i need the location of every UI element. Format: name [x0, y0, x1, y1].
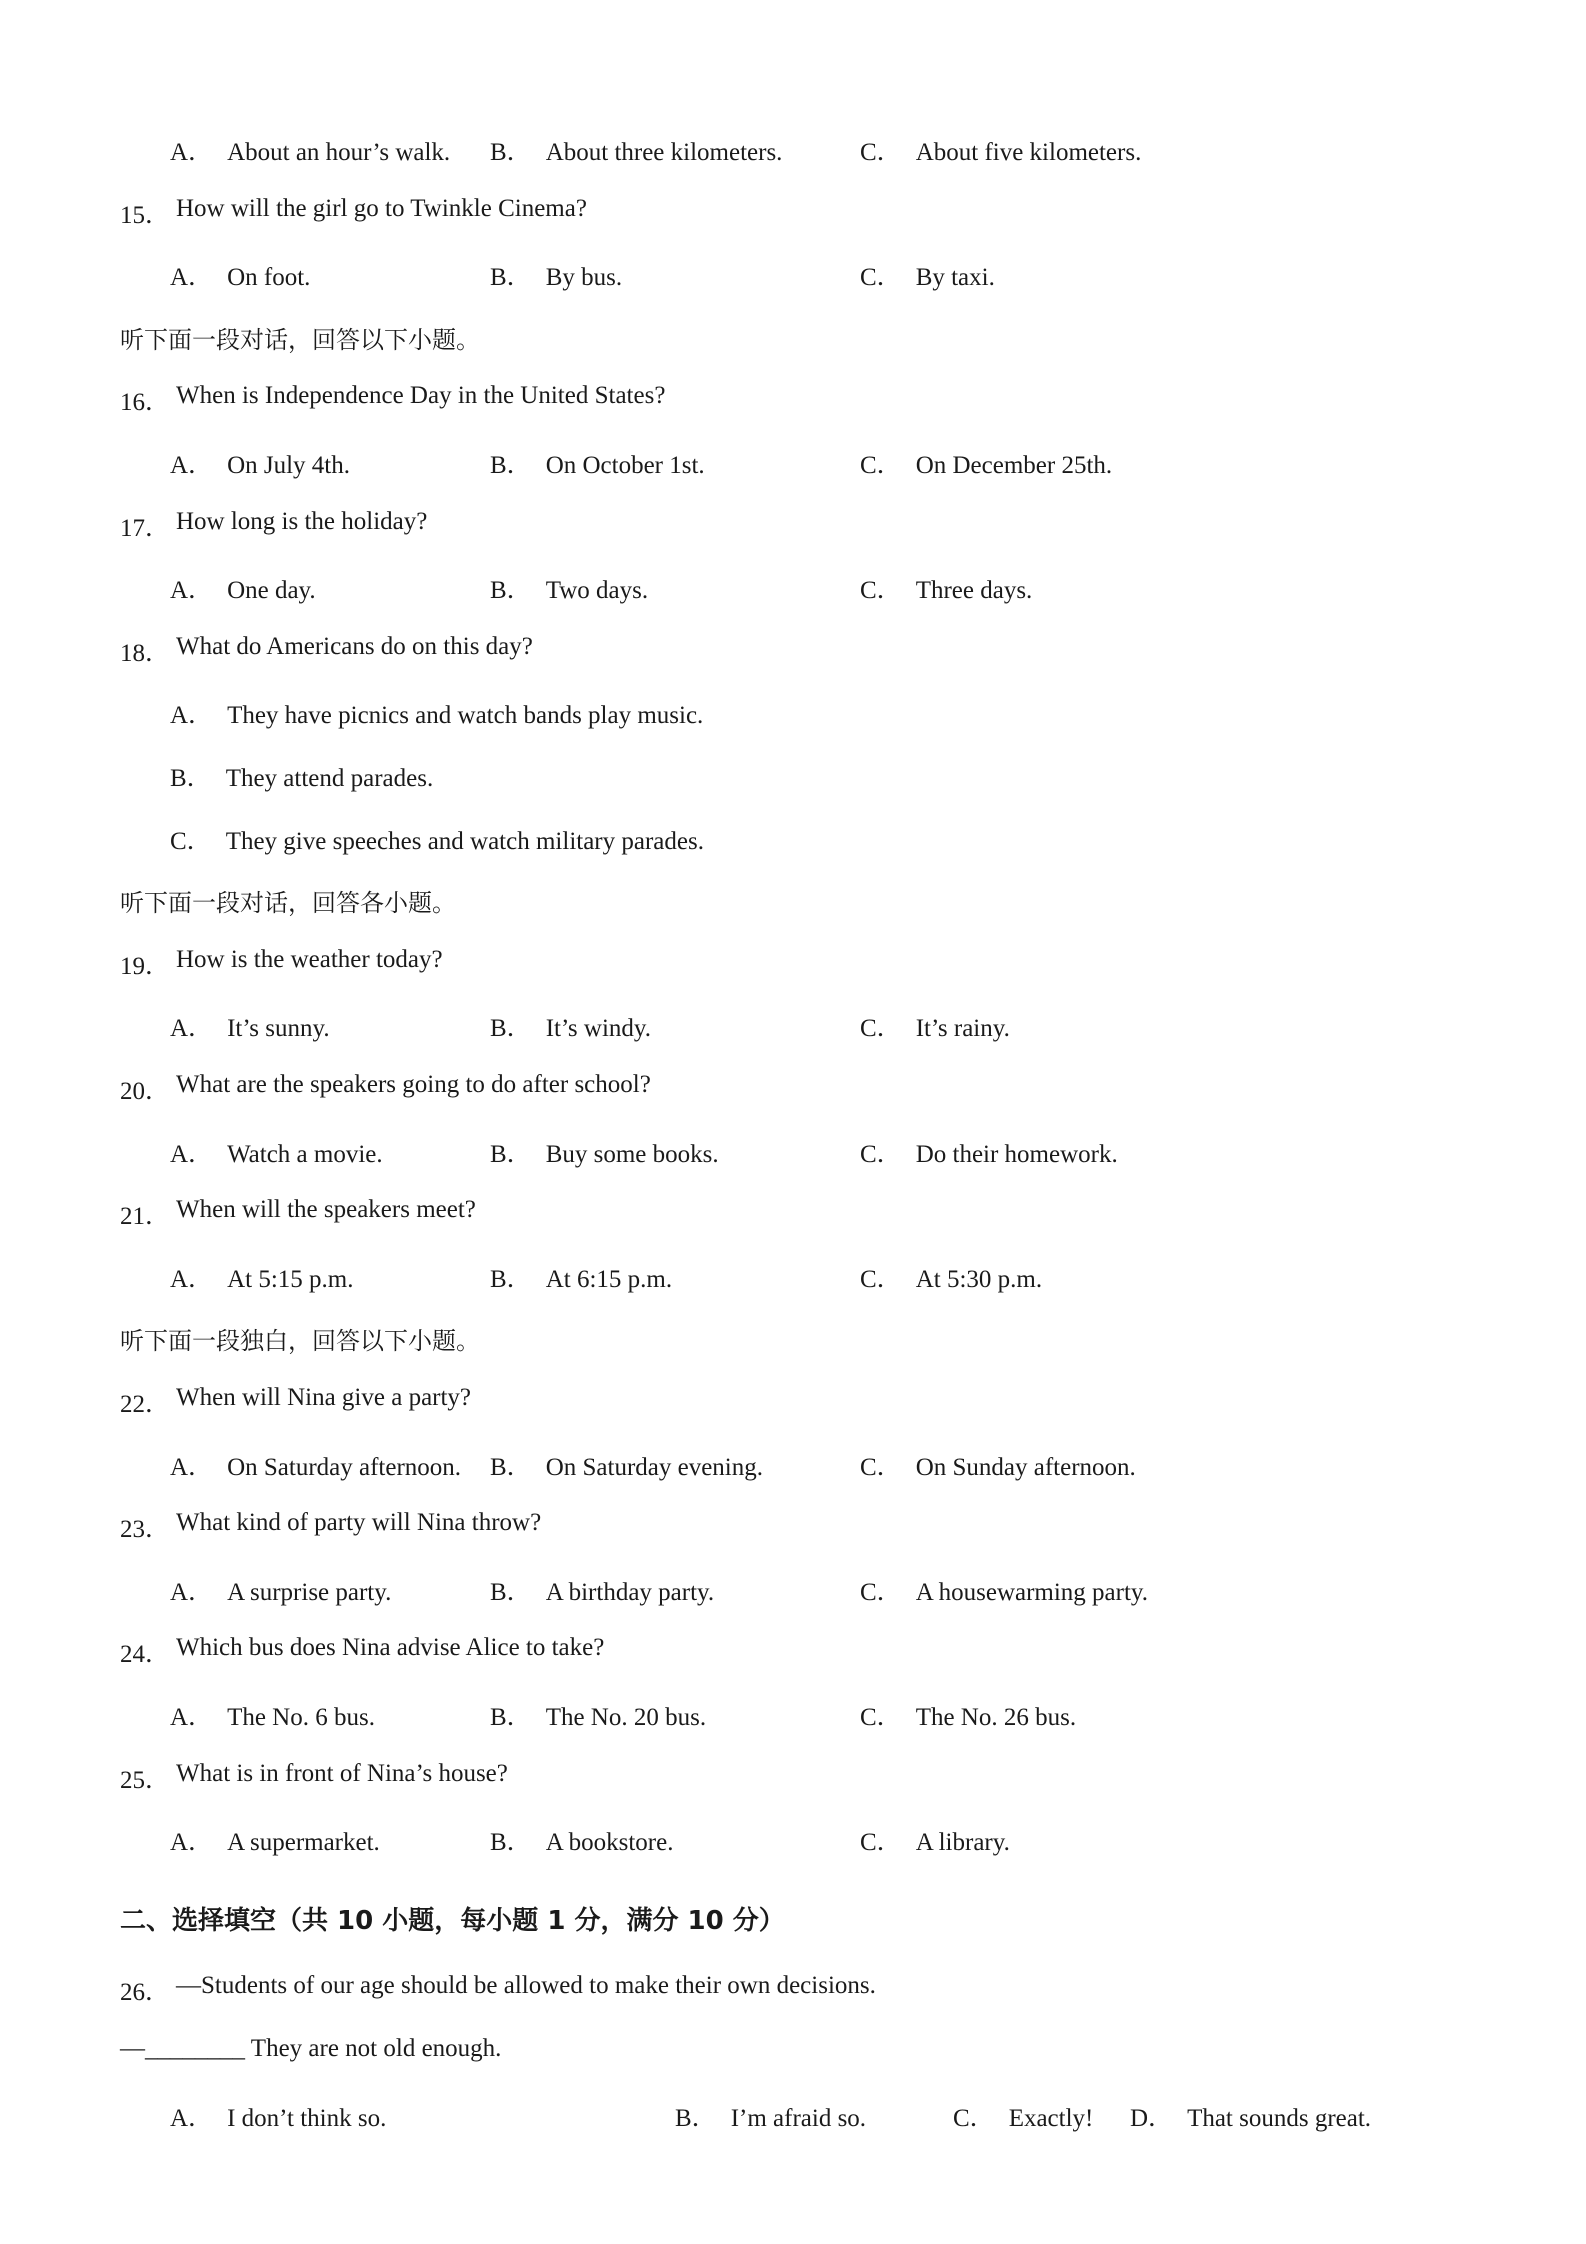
option-text: A supermarket. — [227, 1829, 380, 1856]
option-a[interactable] — [170, 1697, 375, 1733]
option-text: A surprise party. — [227, 1579, 392, 1606]
question-number: 16． — [120, 389, 171, 416]
options-row — [0, 1697, 1586, 1737]
option-letter: C． — [860, 139, 902, 166]
option-b[interactable] — [490, 1572, 714, 1608]
question-text: —Students of our age should be allowed to make their own decisions. — [176, 1972, 876, 1999]
option-a[interactable] — [170, 1447, 461, 1483]
option-c[interactable] — [860, 1572, 1148, 1608]
option-text: On Saturday afternoon. — [227, 1454, 462, 1481]
option-letter: B． — [490, 139, 532, 166]
option-letter: B． — [490, 264, 532, 291]
option-letter: B． — [490, 452, 532, 479]
option-text: A housewarming party. — [915, 1579, 1149, 1606]
question-text: What kind of party will Nina throw? — [176, 1509, 542, 1536]
option-letter: C． — [860, 577, 902, 604]
reply-text: —________ They are not old enough. — [120, 2035, 502, 2062]
option-text: At 5:30 p.m. — [915, 1266, 1043, 1293]
question-text: How is the weather today? — [176, 946, 443, 973]
option-text: On Sunday afternoon. — [915, 1454, 1136, 1481]
option-text: That sounds great. — [1187, 2105, 1372, 2132]
question-text: How will the girl go to Twinkle Cinema? — [176, 195, 587, 222]
question-text: When will Nina give a party? — [176, 1384, 472, 1411]
option-b[interactable] — [490, 1134, 719, 1170]
option-a[interactable] — [170, 695, 703, 731]
option-letter: C． — [860, 1141, 902, 1168]
question-row — [0, 508, 1586, 548]
option-text: A birthday party. — [545, 1579, 715, 1606]
option-b[interactable] — [490, 1697, 706, 1733]
question-row — [0, 1634, 1586, 1674]
option-letter: B． — [490, 1266, 532, 1293]
options-row — [0, 1447, 1586, 1487]
options-row — [0, 445, 1586, 485]
option-line — [0, 758, 1586, 798]
options-row — [0, 1822, 1586, 1862]
option-text: A library. — [915, 1829, 1010, 1856]
option-text: At 6:15 p.m. — [545, 1266, 673, 1293]
question-text: When is Independence Day in the United States? — [176, 382, 666, 409]
part2-heading: 二、选择填空（共 10 小题，每小题 1 分，满分 10 分） — [120, 1906, 785, 1936]
option-text: It’s rainy. — [915, 1015, 1010, 1042]
options-row — [0, 257, 1586, 297]
question-row — [0, 195, 1586, 235]
option-letter: C． — [953, 2105, 995, 2132]
option-c[interactable] — [860, 1697, 1076, 1733]
question-row — [0, 1384, 1586, 1424]
option-letter: A． — [170, 1829, 214, 1856]
question-number: 21． — [120, 1203, 171, 1230]
option-letter: C． — [860, 1015, 902, 1042]
option-c[interactable] — [860, 132, 1141, 168]
question-number: 19． — [120, 953, 171, 980]
option-text: At 5:15 p.m. — [227, 1266, 354, 1293]
question-text: How long is the holiday? — [176, 508, 428, 535]
option-b[interactable] — [490, 132, 782, 168]
option-letter: B． — [490, 1141, 532, 1168]
question-number: 20． — [120, 1078, 171, 1105]
option-c[interactable] — [860, 1822, 1010, 1858]
option-text: On foot. — [227, 264, 311, 291]
instruction-text: 听下面一段对话，回答以下小题。 — [120, 326, 480, 354]
option-letter: C． — [860, 1266, 902, 1293]
option-c[interactable] — [860, 1134, 1118, 1170]
option-letter: A． — [170, 1141, 214, 1168]
option-letter: C． — [860, 452, 902, 479]
option-text: About an hour’s walk. — [227, 139, 451, 166]
question-26 — [0, 1972, 1586, 2012]
option-b[interactable] — [675, 2098, 866, 2134]
option-a[interactable] — [170, 1134, 383, 1170]
option-c[interactable] — [170, 821, 704, 857]
question-number: 22． — [120, 1391, 171, 1418]
option-letter: A． — [170, 1015, 214, 1042]
question-row — [0, 1196, 1586, 1236]
question-text: Which bus does Nina advise Alice to take? — [176, 1634, 605, 1661]
option-text: The No. 26 bus. — [915, 1704, 1077, 1731]
options-row — [0, 1008, 1586, 1048]
option-letter: B． — [170, 765, 212, 792]
options-row — [0, 570, 1586, 610]
option-c[interactable] — [860, 1447, 1136, 1483]
question-row — [0, 633, 1586, 673]
option-text: Watch a movie. — [227, 1141, 383, 1168]
option-letter: C． — [860, 264, 902, 291]
question-row — [0, 382, 1586, 422]
option-b[interactable] — [490, 257, 622, 293]
option-letter: B． — [490, 1704, 532, 1731]
option-text: Two days. — [545, 577, 649, 604]
option-text: Buy some books. — [545, 1141, 719, 1168]
question-number: 17． — [120, 515, 171, 542]
option-letter: A． — [170, 2105, 214, 2132]
option-text: One day. — [227, 577, 316, 604]
option-letter: A． — [170, 1266, 214, 1293]
options-row — [0, 132, 1586, 172]
option-line — [0, 695, 1586, 735]
options-row — [0, 1259, 1586, 1299]
option-text: Do their homework. — [915, 1141, 1118, 1168]
option-c[interactable] — [860, 1259, 1042, 1295]
option-text: They give speeches and watch military parades. — [225, 828, 704, 855]
option-text: I don’t think so. — [227, 2105, 387, 2132]
option-text: By taxi. — [915, 264, 995, 291]
option-a[interactable] — [170, 445, 350, 481]
option-letter: A． — [170, 577, 214, 604]
option-b[interactable] — [490, 570, 648, 606]
option-text: By bus. — [545, 264, 623, 291]
option-letter: B． — [490, 577, 532, 604]
option-d[interactable] — [1130, 2098, 1371, 2134]
question-number: 15． — [120, 202, 171, 229]
section-instruction — [0, 883, 1586, 923]
instruction-text: 听下面一段独白，回答以下小题。 — [120, 1327, 480, 1355]
option-b[interactable] — [490, 445, 705, 481]
question-26-reply — [0, 2035, 1586, 2075]
option-letter: A． — [170, 264, 214, 291]
option-a[interactable] — [170, 1822, 380, 1858]
question-number: 18． — [120, 640, 171, 667]
option-letter: D． — [1130, 2105, 1174, 2132]
option-a[interactable] — [170, 570, 316, 606]
option-text: On December 25th. — [915, 452, 1113, 479]
option-a[interactable] — [170, 1008, 330, 1044]
question-text: What are the speakers going to do after school? — [176, 1071, 651, 1098]
question-text: When will the speakers meet? — [176, 1196, 476, 1223]
option-letter: A． — [170, 1704, 214, 1731]
option-letter: A． — [170, 1579, 214, 1606]
option-text: The No. 20 bus. — [545, 1704, 707, 1731]
option-letter: C． — [170, 828, 212, 855]
option-b[interactable] — [490, 1447, 763, 1483]
option-letter: A． — [170, 139, 214, 166]
option-letter: A． — [170, 702, 214, 729]
option-b[interactable] — [490, 1008, 651, 1044]
option-text: On October 1st. — [545, 452, 705, 479]
option-letter: B． — [490, 1454, 532, 1481]
option-letter: B． — [490, 1579, 532, 1606]
instruction-text: 听下面一段对话，回答各小题。 — [120, 889, 456, 917]
question-text: What is in front of Nina’s house? — [176, 1760, 508, 1787]
option-text: About five kilometers. — [915, 139, 1142, 166]
option-text: Three days. — [915, 577, 1033, 604]
option-letter: B． — [675, 2105, 717, 2132]
question-row — [0, 1071, 1586, 1111]
option-text: A bookstore. — [545, 1829, 674, 1856]
option-text: It’s sunny. — [227, 1015, 330, 1042]
option-b[interactable] — [490, 1259, 672, 1295]
option-text: I’m afraid so. — [730, 2105, 867, 2132]
question-text: What do Americans do on this day? — [176, 633, 533, 660]
option-text: On July 4th. — [227, 452, 350, 479]
option-c[interactable] — [860, 570, 1032, 606]
question-number: 23． — [120, 1516, 171, 1543]
question-row — [0, 946, 1586, 986]
option-c[interactable] — [860, 1008, 1010, 1044]
section-instruction — [0, 320, 1586, 360]
option-b[interactable] — [490, 1822, 673, 1858]
option-c[interactable] — [953, 2098, 1093, 2134]
question-26-options — [0, 2098, 1586, 2138]
option-letter: A． — [170, 452, 214, 479]
option-letter: C． — [860, 1829, 902, 1856]
option-text: About three kilometers. — [545, 139, 783, 166]
option-letter: B． — [490, 1829, 532, 1856]
option-text: They attend parades. — [225, 765, 434, 792]
question-number: 25． — [120, 1767, 171, 1794]
option-text: Exactly! — [1008, 2105, 1094, 2132]
option-line — [0, 821, 1586, 861]
option-text: The No. 6 bus. — [227, 1704, 375, 1731]
option-text: On Saturday evening. — [545, 1454, 763, 1481]
options-row — [0, 1572, 1586, 1612]
option-text: It’s windy. — [545, 1015, 652, 1042]
option-letter: C． — [860, 1704, 902, 1731]
question-number: 24． — [120, 1641, 171, 1668]
option-a[interactable] — [170, 132, 450, 168]
option-letter: C． — [860, 1454, 902, 1481]
option-a[interactable] — [170, 257, 310, 293]
option-a[interactable] — [170, 1572, 391, 1608]
section-instruction — [0, 1321, 1586, 1361]
option-a[interactable] — [170, 2098, 386, 2134]
option-letter: C． — [860, 1579, 902, 1606]
option-letter: B． — [490, 1015, 532, 1042]
question-row — [0, 1509, 1586, 1549]
option-b[interactable] — [170, 758, 433, 794]
option-a[interactable] — [170, 1259, 353, 1295]
option-c[interactable] — [860, 445, 1112, 481]
part2-heading-row — [0, 1900, 1586, 1940]
option-text: They have picnics and watch bands play music. — [227, 702, 704, 729]
option-letter: A． — [170, 1454, 214, 1481]
question-row — [0, 1760, 1586, 1800]
option-c[interactable] — [860, 257, 995, 293]
question-number: 26． — [120, 1979, 171, 2006]
options-row — [0, 1134, 1586, 1174]
